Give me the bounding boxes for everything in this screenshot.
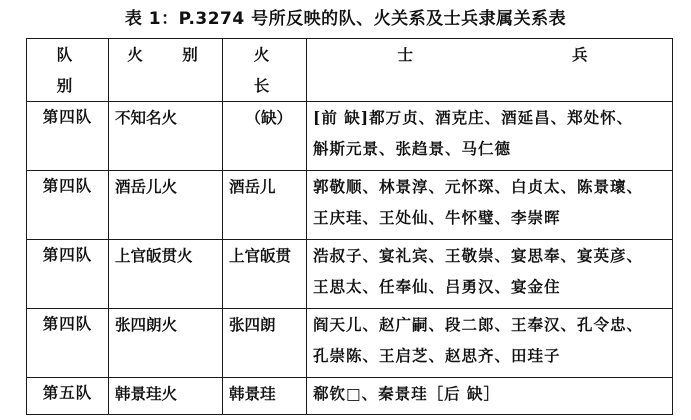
header-soldiers [307,39,673,102]
unit-roster-table [26,38,673,415]
header-fire: 火 别 [109,39,223,102]
soldier-line: 孔崇陈、王启芝、赵思齐、田珪子 [313,346,561,365]
soldier-cell [307,171,673,240]
soldier-cell [307,378,673,415]
fire-cell: 韩景珪火 [109,378,223,415]
table-caption: 表 1：P.3274 号所反映的队、火关系及士兵隶属关系表 [124,9,567,29]
header-unit: 队 别 [27,39,109,102]
soldier-line: 斛斯元景、张趋景、马仁德 [313,139,512,158]
soldier-line: 郗钦□、秦景珪［后 缺］ [313,384,501,403]
table-row [27,378,673,415]
leader-cell: 上官皈贯 [223,240,307,309]
soldier-line: 王思太、任奉仙、吕勇汉、宴金住 [313,277,561,296]
header-soldiers-label: 士 兵 [397,45,588,64]
soldier-cell [307,102,673,171]
soldier-cell [307,309,673,378]
soldier-line: 阎天儿、赵广嗣、段二郎、王奉汉、孔令忠、 [313,315,644,334]
unit-cell: 第四队 [27,240,109,309]
table-row [27,240,673,309]
soldier-line: 王庆珪、王处仙、牛怀璧、李崇晖 [313,208,561,227]
leader-cell: 张四朗 [223,309,307,378]
leader-cell: （缺） [223,102,307,171]
unit-cell: 第四队 [27,309,109,378]
fire-cell: 张四朗火 [109,309,223,378]
leader-cell: 酒岳儿 [223,171,307,240]
fire-cell: 酒岳儿火 [109,171,223,240]
soldier-line: [前 缺]都万贞、酒克庄、酒延昌、郑处怀、 [313,108,634,127]
unit-cell: 第四队 [27,171,109,240]
table-row [27,309,673,378]
soldier-cell [307,240,673,309]
fire-cell: 上官皈贯火 [109,240,223,309]
table-row [27,171,673,240]
soldier-line: 郭敬顺、林景淳、元怀琛、白贞太、陈景瓌、 [313,177,644,196]
unit-cell: 第四队 [27,102,109,171]
fire-cell: 不知名火 [109,102,223,171]
soldier-line: 浩叔子、宴礼宾、王敬崇、宴思奉、宴英彦、 [313,246,644,265]
leader-cell: 韩景珪 [223,378,307,415]
table-row [27,102,673,171]
unit-cell: 第五队 [27,378,109,415]
header-row [27,39,673,102]
header-leader: 火 长 [223,39,307,102]
